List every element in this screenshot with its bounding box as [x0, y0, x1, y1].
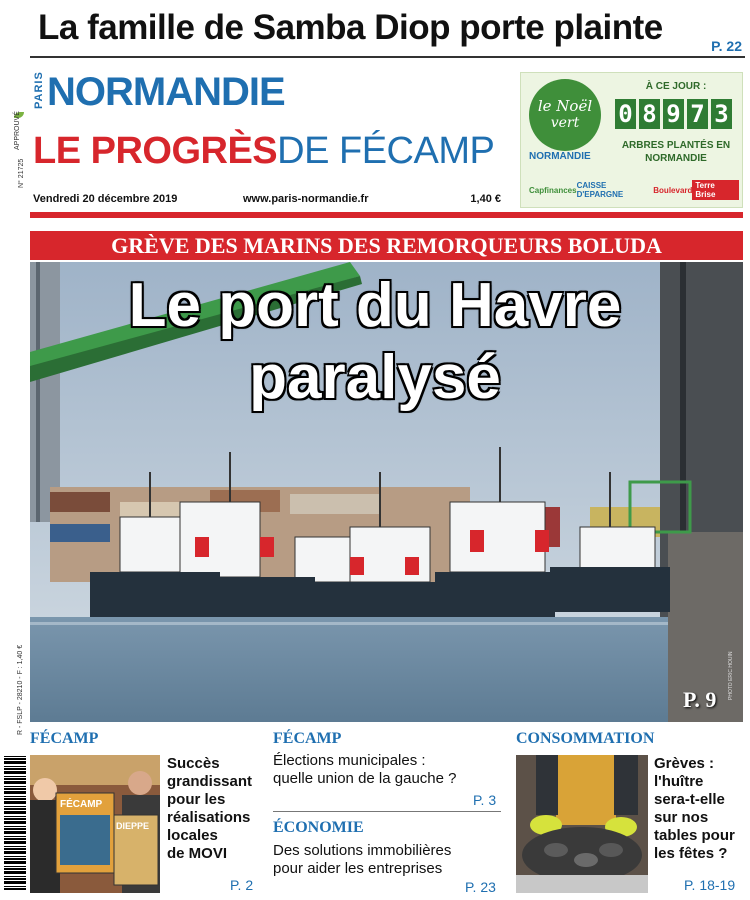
left-column-head: FÉCAMP: [30, 730, 99, 747]
sponsor-logo: Terre Brise: [692, 180, 739, 200]
tree-counter: [615, 99, 737, 129]
elections-story[interactable]: Élections municipales : quelle union de la gauche ?: [273, 752, 457, 787]
economie-page-ref: P. 23: [465, 879, 496, 895]
lead-headline[interactable]: [0, 270, 750, 414]
poster-text-dieppe: DIEPPE: [116, 821, 150, 831]
sponsor-logo: Capfinances: [529, 185, 577, 195]
masthead-normandie[interactable]: NORMANDIE: [47, 70, 285, 114]
counter-digit: 3: [711, 99, 732, 129]
progres-title-blue: DE FÉCAMP: [277, 130, 495, 172]
barcode: [4, 754, 26, 890]
issue-price: 1,40 €: [470, 193, 501, 205]
counter-digit: 9: [663, 99, 684, 129]
sponsor-logo: CAISSE D'EPARGNE: [576, 181, 624, 199]
ad-title: À CE JOUR :: [645, 81, 707, 92]
oyster-page-ref: P. 18-19: [684, 877, 736, 893]
masthead-paris: PARIS: [33, 71, 45, 109]
lead-page-ref: P. 9: [683, 687, 717, 712]
noel-vert-badge: le Noël vert: [529, 79, 601, 151]
top-divider: [30, 56, 745, 58]
movi-photo: [30, 755, 160, 893]
issue-date: Vendredi 20 décembre 2019: [33, 193, 178, 205]
progres-title-red: LE PROGRÈS: [33, 130, 278, 172]
right-column-head: CONSOMMATION: [516, 730, 655, 747]
top-teaser[interactable]: [0, 0, 750, 58]
oyster-thumb[interactable]: [516, 755, 648, 893]
lead-kicker[interactable]: GRÈVE DES MARINS DES REMORQUEURS BOLUDA: [30, 231, 743, 260]
masthead-progres[interactable]: [33, 130, 494, 173]
ad-brand: NORMANDIE: [529, 151, 591, 162]
issue-number: N° 21725: [18, 158, 25, 188]
dateline: [33, 193, 501, 209]
masthead-red-rule: [30, 212, 743, 218]
noel-vert-ad[interactable]: [520, 72, 743, 208]
middle-column-head-2: ÉCONOMIE: [273, 819, 364, 836]
middle-divider: [273, 811, 501, 812]
ad-subtitle: ARBRES PLANTÉS EN NORMANDIE: [621, 140, 731, 164]
counter-digit: 0: [615, 99, 636, 129]
teaser-page-ref: P. 22: [711, 38, 742, 54]
approved-label: APPROUVÉ: [14, 111, 21, 150]
movi-thumb[interactable]: [30, 755, 160, 893]
lead-headline-line1: Le port du Havre: [128, 271, 622, 340]
middle-column-head-1: FÉCAMP: [273, 730, 342, 747]
sponsor-logos: [529, 179, 739, 201]
movi-story[interactable]: Succès grandissant pour les réalisations locales de MOVI: [167, 755, 253, 862]
photo-credit: PHOTO ERIC HOUIN: [728, 651, 734, 700]
lead-headline-line2: paralysé: [249, 343, 501, 412]
movi-page-ref: P. 2: [230, 877, 254, 893]
legal-notice: R - FSLP - 28210 - F : 1,40 €: [17, 644, 24, 735]
poster-text-fecamp: FÉCAMP: [60, 799, 103, 810]
oyster-photo: [516, 755, 648, 893]
counter-digit: 8: [639, 99, 660, 129]
economie-story[interactable]: Des solutions immobilières pour aider les entreprises: [273, 842, 452, 877]
oyster-story[interactable]: Grèves : l'huître sera-t-elle sur nos tables pour les fêtes ?: [654, 755, 735, 862]
teaser-headline[interactable]: La famille de Samba Diop porte plainte: [38, 8, 663, 47]
website-link[interactable]: www.paris-normandie.fr: [243, 193, 369, 205]
sponsor-logo: Boulevard: [653, 185, 693, 195]
elections-page-ref: P. 3: [473, 792, 497, 808]
counter-digit: 7: [687, 99, 708, 129]
